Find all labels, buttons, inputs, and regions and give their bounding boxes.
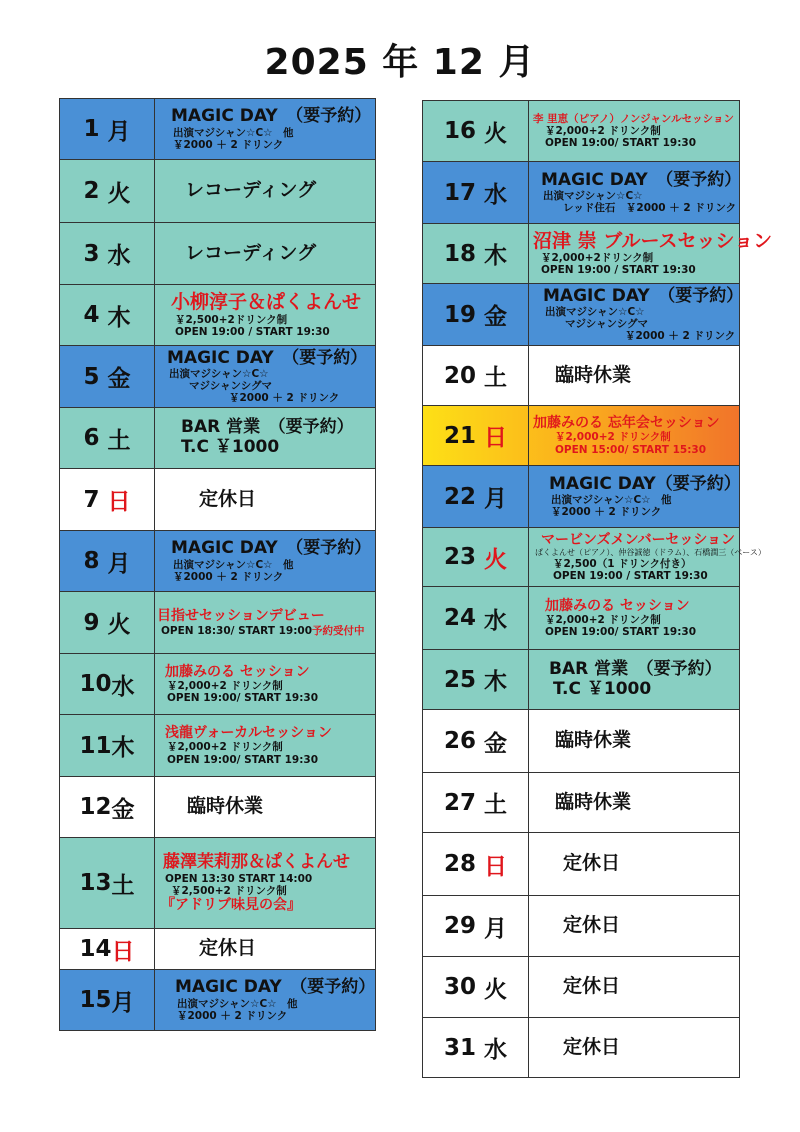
event-text: 定休日 <box>563 914 621 937</box>
day-row-7 <box>60 469 375 531</box>
day-of-week: 火 <box>484 546 507 573</box>
event-text: BAR 営業 （要予約） <box>181 417 354 438</box>
event-text: OPEN 19:00/ START 19:30 <box>167 692 319 705</box>
day-row-6 <box>60 408 375 469</box>
event-text: ￥2,500（1 ドリンク付き） <box>553 557 692 570</box>
event-text: OPEN 19:00 / START 19:30 <box>553 569 708 582</box>
day-of-week: 土 <box>107 427 131 454</box>
day-date <box>423 1018 529 1077</box>
event-cell <box>529 1018 739 1077</box>
day-of-week: 火 <box>107 612 131 638</box>
day-of-week: 日 <box>107 489 131 515</box>
day-number: 18 <box>443 240 476 267</box>
event-cell <box>155 99 375 159</box>
event-cell <box>155 408 375 468</box>
event-text: 臨時休業 <box>555 729 632 752</box>
day-of-week: 月 <box>107 118 131 145</box>
day-of-week: 水 <box>484 182 507 208</box>
day-row-18 <box>423 224 773 284</box>
event-text: 出演マジシャン☆C☆ 他 <box>173 126 294 139</box>
day-of-week: 火 <box>107 180 131 207</box>
event-cell <box>529 587 739 649</box>
event-line <box>529 415 739 431</box>
event-text: 定休日 <box>199 937 257 960</box>
day-of-week: 木 <box>484 243 507 269</box>
event-cell <box>529 466 739 527</box>
day-number: 26 <box>443 728 476 754</box>
day-of-week: 木 <box>107 304 131 331</box>
day-of-week: 日 <box>484 425 507 451</box>
day-date <box>60 469 155 530</box>
event-line <box>529 853 739 875</box>
day-date <box>423 957 529 1017</box>
event-text: 臨時休業 <box>555 363 632 386</box>
reservation-note: 予約受付中 <box>312 624 365 637</box>
day-date <box>60 970 155 1030</box>
event-text: 浅龍ヴォーカルセッション <box>165 725 332 742</box>
day-date <box>60 838 155 928</box>
event-line <box>529 229 773 253</box>
day-of-week: 土 <box>484 792 507 818</box>
day-number: 5 <box>83 363 100 390</box>
day-number: 9 <box>83 609 100 636</box>
day-of-week: 金 <box>111 796 135 823</box>
day-of-week: 木 <box>484 669 507 695</box>
day-of-week: 金 <box>484 304 507 330</box>
event-line <box>155 559 375 571</box>
event-text: レコーディング <box>185 241 317 264</box>
event-line <box>155 680 375 692</box>
event-text: 小柳淳子＆ぱくよんせ <box>171 291 362 314</box>
event-text: ￥2,000+2 ドリンク制 <box>555 431 671 444</box>
day-number: 10 <box>79 671 112 697</box>
event-text: MAGIC DAY （要予約） <box>167 347 368 368</box>
event-line <box>529 558 739 570</box>
day-number: 29 <box>443 913 476 939</box>
day-number: 25 <box>443 666 476 693</box>
event-line <box>529 506 739 518</box>
event-text: 出演マジシャン☆C☆ <box>545 306 645 319</box>
schedule-column-right <box>422 100 773 1078</box>
event-line <box>529 444 739 456</box>
day-row-10 <box>60 654 375 715</box>
event-cell <box>529 284 744 345</box>
event-line <box>155 127 375 139</box>
event-text: ぱくよんせ（ピアノ）、仲谷誠徳（ドラム）、石橋潤三（ベース） <box>535 548 766 558</box>
day-date <box>60 223 155 284</box>
event-line <box>529 660 739 680</box>
event-line <box>529 976 739 998</box>
day-row-31 <box>423 1018 739 1078</box>
day-row-16 <box>423 101 739 162</box>
event-line <box>155 349 375 369</box>
day-row-30 <box>423 957 739 1018</box>
event-text: ￥2000 ＋ 2 ドリンク <box>551 506 662 519</box>
event-text: 定休日 <box>199 487 257 510</box>
event-line <box>529 730 739 752</box>
day-number: 14 <box>79 936 112 962</box>
event-text: MAGIC DAY （要予約） <box>175 977 376 998</box>
day-row-21 <box>423 406 739 466</box>
day-of-week: 水 <box>107 243 131 269</box>
day-date <box>423 650 529 709</box>
event-cell <box>155 531 375 591</box>
event-line <box>155 368 375 380</box>
day-of-week: 月 <box>111 989 135 1016</box>
event-text: 臨時休業 <box>187 795 264 818</box>
event-line <box>155 314 375 326</box>
event-cell <box>155 160 375 222</box>
event-line <box>155 392 375 404</box>
event-line <box>155 873 375 885</box>
day-row-1 <box>60 99 375 160</box>
event-line <box>529 318 739 330</box>
event-line <box>529 598 739 614</box>
day-of-week: 水 <box>484 607 507 634</box>
event-text: 出演マジシャン☆C☆ 他 <box>551 494 672 507</box>
day-number: 15 <box>79 987 112 1013</box>
day-of-week: 日 <box>484 853 507 880</box>
day-of-week: 火 <box>484 976 507 1003</box>
day-date <box>423 346 529 405</box>
event-line <box>155 978 375 998</box>
day-row-25 <box>423 650 739 710</box>
event-text: 定休日 <box>563 975 621 998</box>
day-row-19 <box>423 284 744 346</box>
event-text: MAGIC DAY （要予約） <box>171 106 372 127</box>
event-line <box>155 998 375 1010</box>
day-row-28 <box>423 833 739 896</box>
event-cell <box>529 773 739 832</box>
event-line <box>155 796 375 818</box>
event-text: ￥2,000+2 ドリンク制 <box>545 124 661 137</box>
event-line <box>529 285 744 307</box>
day-number: 24 <box>443 605 476 631</box>
event-text: 臨時休業 <box>555 790 632 813</box>
event-text: T.C ￥1000 <box>553 678 652 699</box>
event-text: ￥2000 ＋ 2 ドリンク <box>229 392 340 405</box>
event-text: OPEN 19:00 / START 19:30 <box>541 264 696 277</box>
event-line <box>155 438 375 458</box>
day-row-2 <box>60 160 375 223</box>
event-text: MAGIC DAY （要予約） <box>541 169 742 190</box>
day-row-14 <box>60 929 375 970</box>
day-row-11 <box>60 715 375 777</box>
event-line <box>155 608 375 624</box>
event-text: MAGIC DAY（要予約） <box>549 473 741 494</box>
day-number: 21 <box>443 422 476 449</box>
day-number: 13 <box>79 870 112 896</box>
event-line <box>155 853 375 873</box>
day-number: 8 <box>83 548 100 574</box>
event-cell <box>155 838 375 928</box>
day-date <box>423 833 529 895</box>
event-text: ￥2,000+2 ドリンク制 <box>167 741 283 754</box>
day-row-5 <box>60 346 375 408</box>
day-row-23 <box>423 528 766 587</box>
day-date <box>60 160 155 222</box>
event-cell <box>529 224 773 283</box>
event-line <box>529 169 742 191</box>
day-of-week: 水 <box>111 673 135 700</box>
event-line <box>155 107 375 127</box>
event-text: ￥2,500+2ドリンク制 <box>175 313 288 326</box>
event-text: 出演マジシャン☆C☆ 他 <box>177 997 298 1010</box>
event-text: MAGIC DAY （要予約） <box>543 285 744 306</box>
event-text: OPEN 19:00 / START 19:30 <box>175 325 330 338</box>
day-of-week: 月 <box>107 550 131 577</box>
event-text: ￥2000 ＋ 2 ドリンク <box>173 570 284 583</box>
event-cell <box>529 650 739 709</box>
event-text: OPEN 19:00/ START 19:30 <box>545 137 697 150</box>
day-number: 2 <box>83 178 100 204</box>
day-date <box>60 285 155 345</box>
event-text: 定休日 <box>563 852 621 875</box>
event-cell <box>155 469 375 530</box>
day-date <box>60 654 155 714</box>
day-date <box>60 99 155 159</box>
day-date <box>423 162 529 223</box>
event-line <box>155 897 375 913</box>
event-line <box>155 292 375 314</box>
day-date <box>423 587 529 649</box>
day-date <box>60 715 155 776</box>
event-line <box>155 489 375 511</box>
event-cell <box>529 406 739 465</box>
event-text: OPEN 15:00/ START 15:30 <box>555 443 707 456</box>
day-date <box>60 408 155 468</box>
day-number: 16 <box>443 118 476 144</box>
event-cell <box>529 162 742 223</box>
day-date <box>423 406 529 465</box>
event-text: ￥2000 ＋ 2 ドリンク <box>177 1009 288 1022</box>
day-of-week: 土 <box>111 872 135 899</box>
event-line <box>529 125 739 137</box>
day-number: 22 <box>443 483 476 510</box>
event-text: マジシャンシグマ <box>565 318 649 331</box>
page-title: 2025 年 12 月 <box>264 42 536 83</box>
day-date <box>423 710 529 772</box>
day-row-12 <box>60 777 375 838</box>
event-line <box>529 614 739 626</box>
day-date <box>423 284 529 345</box>
day-of-week: 月 <box>484 486 507 512</box>
event-line <box>155 539 375 559</box>
day-number: 11 <box>79 732 112 759</box>
day-row-13 <box>60 838 375 929</box>
event-cell <box>155 285 375 345</box>
event-text: 李 里恵（ピアノ）ノンジャンルセッション <box>533 112 734 125</box>
event-text: 定休日 <box>563 1035 621 1058</box>
day-date <box>60 777 155 837</box>
event-cell <box>155 715 375 776</box>
day-row-29 <box>423 896 739 957</box>
event-line <box>529 113 739 125</box>
event-line <box>155 180 375 202</box>
day-row-4 <box>60 285 375 346</box>
day-row-17 <box>423 162 742 224</box>
event-text: ￥2,000+2ドリンク制 <box>541 252 654 265</box>
event-line <box>155 692 375 704</box>
event-text: レコーディング <box>185 179 317 202</box>
event-line <box>529 680 739 700</box>
event-text: OPEN 19:00/ START 19:30 <box>167 753 319 766</box>
event-line <box>155 571 375 583</box>
day-number: 7 <box>83 486 100 513</box>
event-line <box>529 475 739 495</box>
event-text: OPEN 13:30 START 14:00 <box>165 872 313 885</box>
day-of-week: 日 <box>111 938 135 965</box>
day-number: 27 <box>443 789 476 816</box>
event-line <box>155 418 375 438</box>
event-text: 出演マジシャン☆C☆ <box>169 368 269 381</box>
event-line <box>529 252 739 264</box>
event-text: BAR 営業 （要予約） <box>549 658 722 679</box>
event-line <box>529 137 739 149</box>
day-number: 30 <box>443 974 476 1000</box>
day-number: 4 <box>83 302 100 328</box>
day-row-24 <box>423 587 739 650</box>
event-line <box>155 326 375 338</box>
day-number: 1 <box>83 116 100 142</box>
event-text: 目指せセッションデビュー <box>157 608 325 625</box>
day-date <box>423 896 529 956</box>
day-number: 23 <box>443 544 476 570</box>
event-cell <box>529 528 766 586</box>
day-of-week: 土 <box>484 365 507 391</box>
event-line <box>529 570 739 582</box>
event-line <box>155 754 375 766</box>
event-text: 藤澤茉莉那＆ぱくよんせ <box>163 852 350 873</box>
event-line <box>529 915 739 937</box>
day-of-week: 金 <box>484 730 507 757</box>
day-of-week: 水 <box>484 1037 507 1063</box>
event-cell <box>529 957 739 1017</box>
event-line <box>155 380 375 392</box>
event-cell <box>155 929 375 969</box>
event-line <box>155 1010 375 1022</box>
event-text: 出演マジシャン☆C☆ 他 <box>173 558 294 571</box>
event-text: ￥2,500+2 ドリンク制 <box>171 884 287 897</box>
event-line <box>529 264 739 276</box>
event-line <box>529 330 739 342</box>
day-row-8 <box>60 531 375 592</box>
event-text: 加藤みのる 忘年会セッション <box>533 415 720 432</box>
event-cell <box>529 346 739 405</box>
day-number: 31 <box>443 1034 476 1061</box>
day-number: 19 <box>443 301 476 328</box>
event-cell <box>155 777 375 837</box>
day-row-26 <box>423 710 739 773</box>
event-line <box>529 306 739 318</box>
day-date <box>60 592 155 653</box>
day-row-9 <box>60 592 375 654</box>
event-line <box>155 243 375 265</box>
event-cell <box>529 833 739 895</box>
event-text: マービンズメンバーセッション <box>541 532 736 549</box>
event-cell <box>155 346 375 407</box>
event-cell <box>155 970 375 1030</box>
day-number: 20 <box>443 362 476 389</box>
event-cell <box>529 896 739 956</box>
event-line <box>155 741 375 753</box>
event-text: MAGIC DAY （要予約） <box>171 538 372 559</box>
event-cell <box>155 592 375 653</box>
day-of-week: 金 <box>107 366 131 392</box>
day-of-week: 火 <box>484 120 507 147</box>
schedule-column-left <box>59 98 376 1031</box>
day-row-22 <box>423 466 739 528</box>
event-text: レッド住石 ￥2000 ＋ 2 ドリンク <box>563 202 737 215</box>
event-line <box>155 139 375 151</box>
event-line <box>529 431 739 443</box>
event-text: ￥2000 ＋ 2 ドリンク <box>173 138 284 151</box>
event-line <box>155 625 375 637</box>
day-date <box>60 346 155 407</box>
event-line <box>529 1037 739 1059</box>
event-line <box>529 792 739 814</box>
day-number: 3 <box>83 240 100 267</box>
event-line <box>155 725 375 741</box>
event-text: 加藤みのる セッション <box>545 597 690 614</box>
event-line <box>529 548 766 558</box>
day-row-27 <box>423 773 739 833</box>
event-cell <box>529 101 739 161</box>
event-text: 沼津 崇 ブルースセッション <box>533 229 773 252</box>
event-text: マジシャンシグマ <box>189 380 273 393</box>
day-date <box>60 929 155 969</box>
day-date <box>423 773 529 832</box>
event-text: ￥2,000+2 ドリンク制 <box>545 613 661 626</box>
event-line <box>155 664 375 680</box>
day-row-3 <box>60 223 375 285</box>
day-date <box>423 224 529 283</box>
event-line <box>529 365 739 387</box>
event-cell <box>529 710 739 772</box>
event-text: OPEN 18:30/ START 19:00 <box>161 624 313 637</box>
day-number: 28 <box>443 851 476 877</box>
event-line <box>529 202 739 214</box>
event-line <box>529 494 739 506</box>
day-date <box>423 466 529 527</box>
day-number: 17 <box>443 179 476 206</box>
event-text: ￥2,000+2 ドリンク制 <box>167 679 283 692</box>
event-cell <box>155 654 375 714</box>
day-number: 6 <box>83 425 100 451</box>
day-date <box>423 101 529 161</box>
event-line <box>155 885 375 897</box>
event-line <box>529 190 739 202</box>
event-line <box>529 626 739 638</box>
event-text: 『アドリブ味見の会』 <box>161 896 301 913</box>
event-text: OPEN 19:00/ START 19:30 <box>545 626 697 639</box>
day-of-week: 木 <box>111 735 135 761</box>
event-text: T.C ￥1000 <box>181 437 280 457</box>
day-number: 12 <box>79 794 112 820</box>
event-text: 出演マジシャン☆C☆ <box>543 190 643 203</box>
day-date <box>60 531 155 591</box>
event-line <box>155 938 375 960</box>
event-line <box>529 532 739 548</box>
event-cell <box>155 223 375 284</box>
event-text: ￥2000 ＋ 2 ドリンク <box>625 330 736 343</box>
day-of-week: 月 <box>484 915 507 942</box>
day-row-20 <box>423 346 739 406</box>
day-date <box>423 528 529 586</box>
event-text: 加藤みのる セッション <box>165 663 310 680</box>
day-row-15 <box>60 970 375 1031</box>
